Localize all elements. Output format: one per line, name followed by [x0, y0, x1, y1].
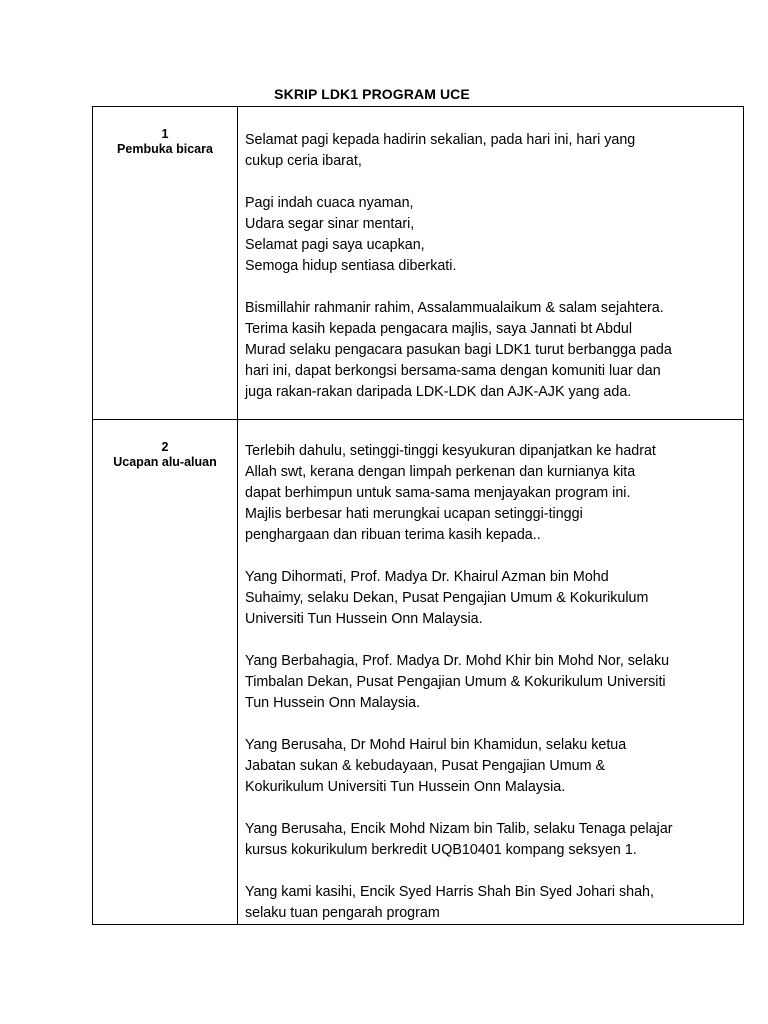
script-line: juga rakan-rakan daripada LDK-LDK dan AJK-AJK yang ada.	[245, 384, 632, 400]
section-number: 2	[161, 440, 169, 454]
script-line: Semoga hidup sentiasa diberkati.	[245, 258, 457, 274]
script-line: Pagi indah cuaca nyaman,	[245, 195, 414, 211]
script-line: Majlis berbesar hati merungkai ucapan setinggi-tinggi	[245, 506, 583, 522]
section-content-cell	[238, 107, 744, 420]
script-table	[92, 106, 744, 925]
script-line: Yang kami kasihi, Encik Syed Harris Shah Bin Syed Johari shah,	[245, 884, 654, 900]
script-line: Jabatan sukan & kebudayaan, Pusat Pengajian Umum &	[245, 758, 606, 774]
script-line: Yang Berbahagia, Prof. Madya Dr. Mohd Khir bin Mohd Nor, selaku	[245, 653, 670, 669]
script-line: Murad selaku pengacara pasukan bagi LDK1 turut berbangga pada	[245, 342, 672, 358]
script-row	[93, 420, 744, 925]
script-line: Yang Berusaha, Encik Mohd Nizam bin Talib, selaku Tenaga pelajar	[245, 821, 673, 837]
section-label-cell	[93, 107, 238, 420]
script-table-body	[93, 107, 744, 925]
page-title-text: SKRIP LDK1 PROGRAM UCE	[274, 86, 470, 102]
script-line: Kokurikulum Universiti Tun Hussein Onn Malaysia.	[245, 779, 566, 795]
script-line: Tun Hussein Onn Malaysia.	[245, 695, 421, 711]
script-paragraph	[245, 651, 733, 714]
script-line: penghargaan dan ribuan terima kasih kepada..	[245, 527, 541, 543]
script-line: Suhaimy, selaku Dekan, Pusat Pengajian Umum & Kokurikulum	[245, 590, 649, 606]
script-line: cukup ceria ibarat,	[245, 153, 362, 169]
script-paragraph	[245, 130, 733, 172]
section-content-cell	[238, 420, 744, 925]
script-paragraph	[245, 882, 733, 924]
script-row	[93, 107, 744, 420]
script-line: Terlebih dahulu, setinggi-tinggi kesyukuran dipanjatkan ke hadrat	[245, 443, 656, 459]
script-line: Selamat pagi kepada hadirin sekalian, pada hari ini, hari yang	[245, 132, 636, 148]
section-number: 1	[161, 127, 169, 141]
script-line: Terima kasih kepada pengacara majlis, saya Jannati bt Abdul	[245, 321, 633, 337]
script-paragraph	[245, 567, 733, 630]
script-line: Bismillahir rahmanir rahim, Assalammualaikum & salam sejahtera.	[245, 300, 664, 316]
script-line: dapat berhimpun untuk sama-sama menjayakan program ini.	[245, 485, 631, 501]
script-paragraph	[245, 735, 733, 798]
script-line: Yang Dihormati, Prof. Madya Dr. Khairul Azman bin Mohd	[245, 569, 609, 585]
script-paragraph	[245, 441, 733, 546]
script-paragraph	[245, 193, 733, 277]
script-line: Universiti Tun Hussein Onn Malaysia.	[245, 611, 483, 627]
script-line: selaku tuan pengarah program	[245, 905, 440, 921]
script-line: Udara segar sinar mentari,	[245, 216, 415, 232]
script-line: Allah swt, kerana dengan limpah perkenan dan kurnianya kita	[245, 464, 636, 480]
script-paragraph	[245, 819, 733, 861]
section-label-cell	[93, 420, 238, 925]
script-line: Timbalan Dekan, Pusat Pengajian Umum & Kokurikulum Universiti	[245, 674, 666, 690]
section-name: Pembuka bicara	[117, 142, 213, 156]
script-paragraph	[245, 298, 733, 403]
script-line: Yang Berusaha, Dr Mohd Hairul bin Khamidun, selaku ketua	[245, 737, 627, 753]
page-title	[0, 86, 768, 102]
section-name: Ucapan alu-aluan	[113, 455, 217, 469]
script-line: Selamat pagi saya ucapkan,	[245, 237, 425, 253]
script-line: kursus kokurikulum berkredit UQB10401 kompang seksyen 1.	[245, 842, 637, 858]
script-line: hari ini, dapat berkongsi bersama-sama dengan komuniti luar dan	[245, 363, 661, 379]
